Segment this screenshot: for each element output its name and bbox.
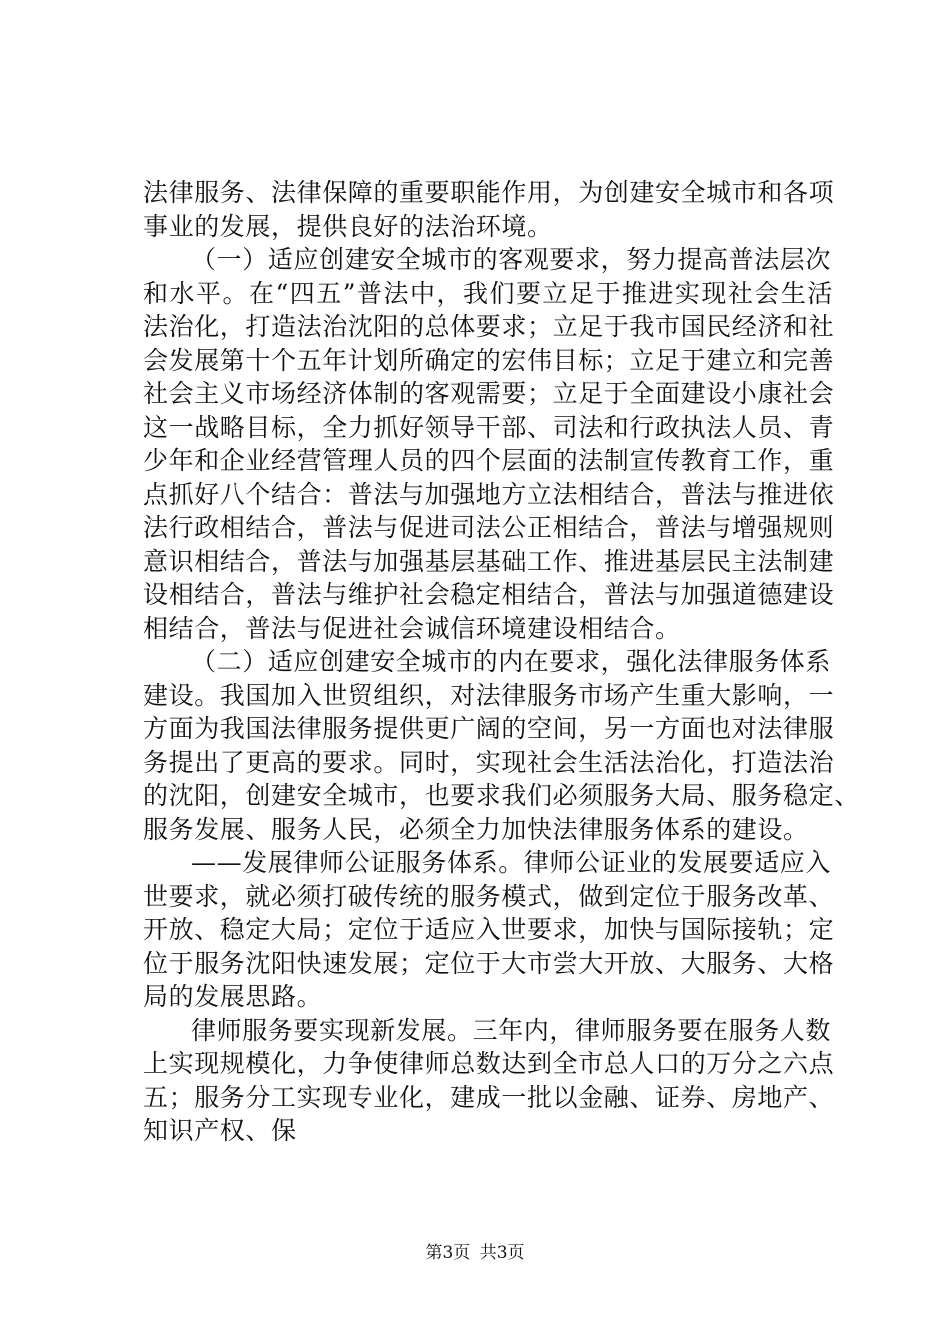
text-line: 务提出了更高的要求。同时，实现社会生活法治化，打造法治	[143, 747, 835, 777]
text-line: 这一战略目标，全力抓好领导干部、司法和行政执法人员、青	[143, 412, 835, 442]
text-line: 开放、稳定大局；定位于适应入世要求，加快与国际接轨；定	[143, 915, 835, 944]
text-line: 局的发展思路。	[143, 982, 323, 1011]
text-line: 律师服务要实现新发展。三年内，律师服务要在服务人数	[191, 1015, 832, 1045]
text-line: 世要求，就必须打破传统的服务模式，做到定位于服务改革、	[143, 881, 835, 911]
text-line: 相结合，普法与促进社会诚信环境建设相结合。	[143, 613, 681, 643]
text-line: 建设。我国加入世贸组织，对法律服务市场产生重大影响，一	[143, 680, 835, 710]
text-line: 社会主义市场经济体制的客观需要；立足于全面建设小康社会	[143, 379, 835, 408]
text-line: 方面为我国法律服务提供更广阔的空间，另一方面也对法律服	[143, 714, 835, 743]
text-line: （一）适应创建安全城市的客观要求，努力提高普法层次	[191, 245, 832, 274]
text-line: 的沈阳，创建安全城市，也要求我们必须服务大局、服务稳定、	[143, 781, 860, 810]
text-line: 设相结合，普法与维护社会稳定相结合，普法与加强道德建设	[143, 580, 835, 609]
paragraph-3	[143, 645, 860, 846]
text-line: 法律服务、法律保障的重要职能作用，为创建安全城市和各项	[143, 178, 835, 207]
text-line: ——发展律师公证服务体系。律师公证业的发展要适应入	[191, 848, 832, 877]
paragraph-1	[143, 176, 833, 243]
document-body	[143, 176, 860, 1148]
page-total: 共3页	[479, 1243, 525, 1263]
text-line: 少年和企业经营管理人员的四个层面的法制宣传教育工作，重	[143, 446, 835, 475]
text-line: （二）适应创建安全城市的内在要求，强化法律服务体系	[191, 647, 832, 676]
page-footer	[0, 1243, 950, 1263]
page-number: 第3页	[425, 1243, 471, 1263]
text-line: 上实现规模化，力争使律师总数达到全市总人口的万分之六点	[143, 1049, 835, 1078]
text-line: 意识相结合，普法与加强基层基础工作、推进基层民主法制建	[143, 546, 835, 576]
text-line: 五；服务分工实现专业化，建成一批以金融、证券、房地产、	[143, 1082, 835, 1112]
paragraph-5	[143, 1014, 833, 1148]
text-line: 位于服务沈阳快速发展；定位于大市尝大开放、大服务、大格	[143, 948, 835, 978]
text-line: 法行政相结合，普法与促进司法公正相结合，普法与增强规则	[143, 513, 835, 542]
paragraph-4	[143, 846, 833, 1014]
text-line: 法治化，打造法治沈阳的总体要求；立足于我市国民经济和社	[143, 312, 835, 341]
text-line: 点抓好八个结合：普法与加强地方立法相结合，普法与推进依	[143, 479, 835, 509]
text-line: 和水平。在“四五”普法中，我们要立足于推进实现社会生活	[143, 278, 833, 308]
paragraph-2	[143, 243, 833, 645]
text-line: 会发展第十个五年计划所确定的宏伟目标；立足于建立和完善	[143, 345, 835, 375]
text-line: 知识产权、保	[143, 1116, 297, 1145]
text-line: 服务发展、服务人民，必须全力加快法律服务体系的建设。	[143, 814, 809, 844]
text-line: 事业的发展，提供良好的法治环境。	[143, 211, 553, 241]
